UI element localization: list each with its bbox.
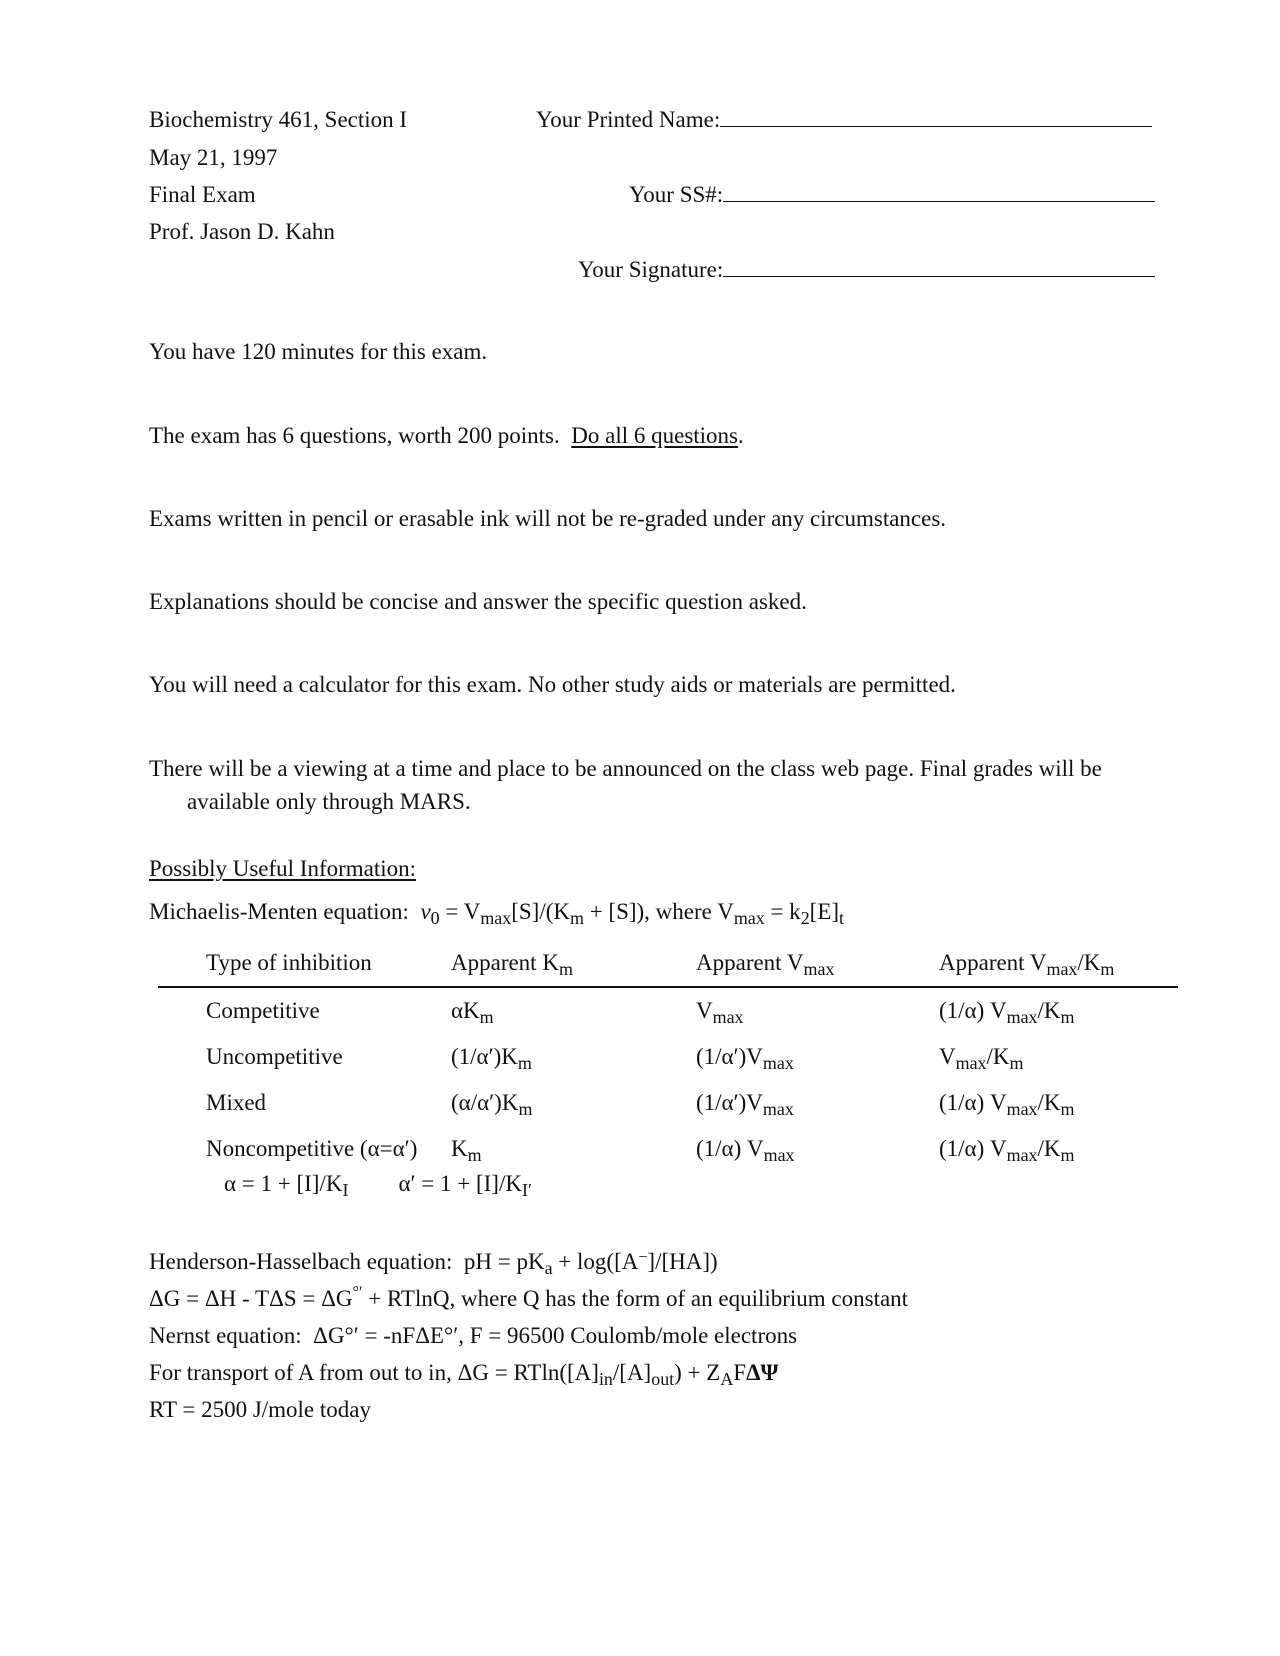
signature-label: Your Signature: — [578, 257, 724, 282]
table-row — [158, 987, 1178, 1034]
header-vmax-km: Apparent $V_{max}/K_m$ — [939, 940, 1178, 987]
row-km: $K_m$ — [451, 1136, 482, 1166]
table-row — [158, 1080, 1178, 1126]
printed-name-label: Your Printed Name: — [536, 107, 721, 132]
rt-value: RT = 2500 J/mole today — [149, 1397, 371, 1422]
row-type: Mixed — [206, 1090, 267, 1115]
header-vmax: Apparent $V_{max}$ — [696, 940, 939, 987]
header-km: Apparent $K_m$ — [451, 940, 696, 987]
hh-label: Henderson-Hasselbach equation: — [149, 1249, 453, 1274]
alpha-definitions — [224, 1171, 532, 1201]
gibbs-row — [149, 1284, 909, 1311]
ss-label: Your SS#: — [629, 182, 724, 207]
exam-date: May 21, 1997 — [149, 145, 278, 170]
instruction-explanations: Explanations should be concise and answer the specific question asked. — [149, 589, 807, 614]
instruction-viewing-1: There will be a viewing at a time and place to be announced on the class web page. Final grades will be — [149, 756, 1102, 781]
inhibition-table — [158, 940, 1178, 1172]
professor-name: Prof. Jason D. Kahn — [149, 219, 335, 244]
row-type: Noncompetitive (α=α′) — [206, 1136, 418, 1161]
ss-row — [629, 183, 1155, 206]
henderson-hasselbach-row — [149, 1248, 718, 1279]
printed-name-field[interactable] — [720, 126, 1152, 127]
signature-row — [578, 258, 1155, 281]
table-row — [158, 1126, 1178, 1172]
table-row — [158, 1034, 1178, 1080]
row-vmax-km: $V_{max}/K_m$ — [939, 1044, 1024, 1074]
transport-label: For transport of A from out to in, — [149, 1360, 452, 1385]
gibbs-equation: ΔG = ΔH - TΔS = ΔG°′ + RTlnQ, where Q has the form of an equilibrium constant — [149, 1284, 909, 1311]
row-km: $(1/\alpha')K_m$ — [451, 1044, 532, 1074]
row-vmax: $V_{max}$ — [696, 998, 744, 1028]
alpha-definition: $\alpha = 1 + [I]/K_I$ — [224, 1171, 349, 1201]
mm-label: Michaelis-Menten equation: — [149, 899, 409, 924]
info-heading: Possibly Useful Information: — [149, 856, 417, 881]
instruction-calculator: You will need a calculator for this exam. No other study aids or materials are permitted. — [149, 672, 956, 697]
alpha-prime-definition: $\alpha' = 1 + [I]/K_{I'}$ — [398, 1171, 532, 1201]
instruction-questions — [149, 424, 744, 447]
instruction-pencil: Exams written in pencil or erasable ink will not be re-graded under any circumstances. — [149, 506, 947, 531]
nernst-label: Nernst equation: — [149, 1323, 302, 1348]
printed-name-row — [536, 108, 1152, 131]
row-vmax: $(1/\alpha')V_{max}$ — [696, 1044, 794, 1074]
michaelis-menten-row — [149, 899, 845, 929]
table-header-row — [158, 940, 1178, 987]
questions-period: . — [738, 423, 744, 448]
questions-emphasis: Do all 6 questions — [571, 423, 739, 448]
header-type: Type of inhibition — [158, 940, 451, 987]
row-km: $(\alpha/\alpha')K_m$ — [451, 1090, 533, 1120]
row-km: $\alpha K_m$ — [451, 998, 494, 1028]
exam-type: Final Exam — [149, 182, 256, 207]
row-vmax-km: (1/α) $V_{max}/K_m$ — [939, 1136, 1075, 1166]
signature-field[interactable] — [723, 276, 1155, 277]
course-title: Biochemistry 461, Section I — [149, 107, 408, 132]
ss-field[interactable] — [723, 201, 1155, 202]
hh-equation: pH = $pK_a + \log([A^-]/[HA])$ — [463, 1248, 718, 1279]
row-type: Uncompetitive — [206, 1044, 343, 1069]
instruction-viewing-2: available only through MARS. — [187, 789, 471, 814]
row-vmax-km: (1/α) $V_{max}/K_m$ — [939, 998, 1075, 1028]
row-vmax-km: (1/α) $V_{max}/K_m$ — [939, 1090, 1075, 1120]
questions-text: The exam has 6 questions, worth 200 points. — [149, 423, 560, 448]
nernst-equation: ΔG°′ = -nFΔE°′, F = 96500 Coulomb/mole electrons — [313, 1323, 798, 1348]
mm-equation: $v_0 = V_{max}[S]/(K_m + [S])$, where $V_{max} = k_2[E]_t$ — [420, 899, 845, 929]
row-type: Competitive — [206, 998, 320, 1023]
row-vmax: $(1/\alpha')V_{max}$ — [696, 1090, 794, 1120]
instruction-time: You have 120 minutes for this exam. — [149, 339, 488, 364]
nernst-row — [149, 1324, 797, 1347]
transport-equation: $\Delta G = RTln([A]_{in}/[A]_{out}) + Z_AF\Delta\Psi$ — [457, 1360, 779, 1390]
row-vmax: (1/α) $V_{max}$ — [696, 1136, 795, 1166]
transport-row — [149, 1360, 779, 1390]
